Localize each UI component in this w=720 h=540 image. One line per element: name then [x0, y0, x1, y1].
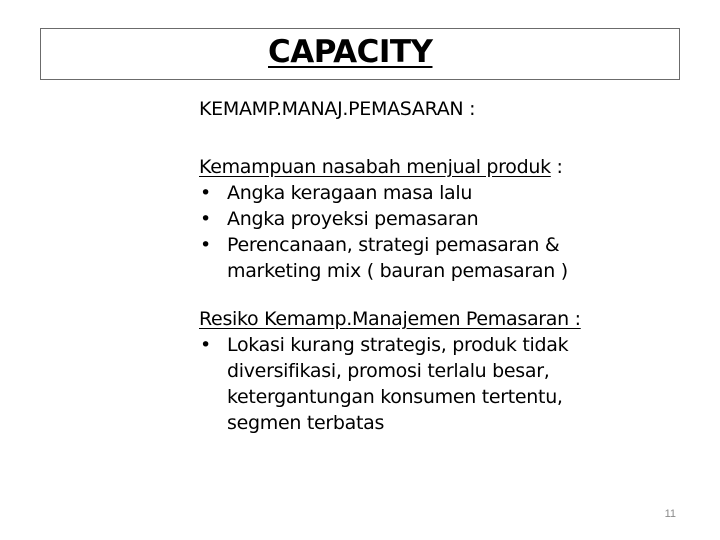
list-item-text: Angka proyeksi pemasaran: [227, 208, 479, 230]
bullet-icon: •: [200, 208, 211, 230]
list-item-text: Angka keragaan masa lalu: [227, 182, 473, 204]
slide-title: CAPACITY: [268, 34, 433, 70]
list-item: [199, 180, 709, 206]
page-number: 11: [664, 508, 676, 520]
bullet-icon: •: [200, 182, 211, 204]
list-item: [199, 232, 709, 258]
list-item-continuation: ketergantungan konsumen tertentu,: [227, 386, 563, 408]
bullet-icon: •: [200, 234, 211, 256]
list-item-text: Lokasi kurang strategis, produk tidak: [227, 334, 569, 356]
section1-heading-text: Kemampuan nasabah menjual produk: [199, 156, 551, 178]
section1-heading-suffix: :: [550, 156, 563, 178]
list-item: [199, 332, 709, 358]
subtitle: KEMAMP.MANAJ.PEMASARAN :: [199, 98, 476, 120]
bullet-icon: •: [200, 334, 211, 356]
list-item-text: Perencanaan, strategi pemasaran &: [227, 234, 560, 256]
slide-body: [199, 96, 709, 436]
list-item-continuation: diversifikasi, promosi terlalu besar,: [227, 360, 550, 382]
list-item: [199, 206, 709, 232]
list-item-continuation: marketing mix ( bauran pemasaran ): [227, 260, 568, 282]
list-item-continuation: segmen terbatas: [227, 412, 385, 434]
section1-heading: [199, 154, 709, 180]
section2-heading: Resiko Kemamp.Manajemen Pemasaran :: [199, 308, 581, 330]
